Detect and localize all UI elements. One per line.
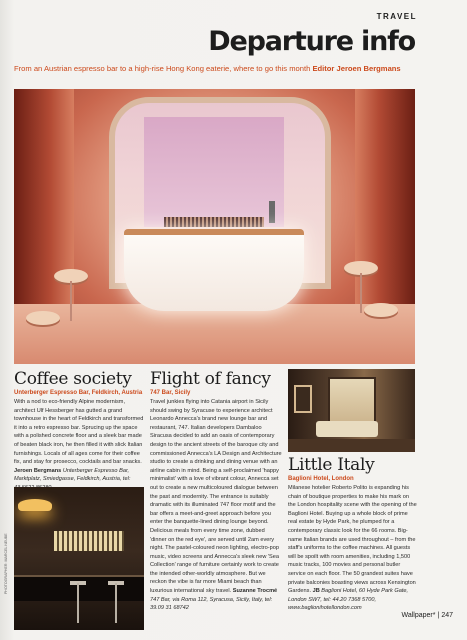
article-byline: Suzanne Trocmé <box>232 588 278 595</box>
hero-stool <box>26 311 60 325</box>
photo-credit: PHOTOGRAPHER: MARCEL NEUBE <box>4 533 8 594</box>
article-address: 747 Bar, via Roma 112, Syracusa, Sicily, Italy, tel: 39.09 31 68742 <box>150 596 273 612</box>
footer-separator: | <box>437 612 440 619</box>
hero-bar-counter <box>124 229 304 311</box>
cafe-lampshade <box>18 499 52 511</box>
article-address: Unterberger Espresso Bar, Marktplatz, Smiedgasse, Feldkirch, Austria, tel: <box>14 467 131 483</box>
article-kicker: 747 Bar, Sicily <box>150 390 191 396</box>
hero-stool-leg <box>70 281 72 321</box>
article-byline: JB <box>312 588 320 595</box>
hero-stool <box>364 303 398 317</box>
hero-bottle-shelf <box>164 217 264 227</box>
article-body: Travel junkies flying into Catania airport in Sicily should swing by Syracuse to experience architect Leonardo Annecca's brand new lounge bar and restaurant, 747. Italian developers Dambaloo Siracusa decided to add an oasis of contemporary design to the ancient streets of the baroque city and commissioned Annecca's LA Design and Architecture studio to create a drinking and dining venue with an airline cabin in mind. Being a self-proclaimed 'happy minimalist' with a love of vibrant colour, Annecca set out to create a new multicoloured dialogue between the past and modernity. The entrance is suitably dramatic with its illuminated 747 floor motif and the bar offers a meet-and-greet approach before you enter the banquette-lined dining lounge beyond. Delicious meals from every time zone, dubbed 'dinner on the red eye', are served until 2am every night. The pastel-coloured neon lighting, electro-pop music, video screens and Annecca's sleek new 'Sea Collection' range of furniture certainly work to create the intended other-worldly atmosphere. But we reckon the vibe is far more Miami beach than luxurious international sky travel. <box>150 399 282 595</box>
cafe-photo-unterberger <box>14 487 144 630</box>
page-title: Departure info <box>208 26 415 57</box>
magazine-name: Wallpaper* <box>401 612 436 619</box>
article-body: With a nod to eco-friendly Alpine modernism, architect Ulf Hessberger has gutted a grand townhouse in the heart of Feldkirch and transformed it into a retro espresso bar. Sprucing up the space with a polished concrete floor and a sleek bar made of beaten black iron, he then filled it with slick Italian furnishings. Locals of all ages come for their coffee fix, and stay for prosecco, cocktails and bar snacks. <box>14 399 144 466</box>
page-number: 247 <box>441 612 453 619</box>
standfirst <box>14 64 444 73</box>
hotel-sofa <box>316 421 378 437</box>
page-footer <box>402 612 454 619</box>
article-body-flight-of-fancy <box>150 398 282 613</box>
article-heading-little-italy: Little Italy <box>288 455 375 475</box>
section-label: TRAVEL <box>376 12 417 21</box>
hero-floor <box>14 304 415 364</box>
hotel-floor <box>288 439 415 452</box>
article-body: Milanese hotelier Roberto Polito is expanding his chain of boutique properties to make his mark on the London hospitality scene with the opening of the Baglioni Hotel. Buying up a whole block of prime real estate by Hyde Park, he plumped for a contemporary classic look for the 66 rooms. Big-name Italian brands are used throughout – from the staff's uniforms to the coffee machines. All guests will be spoilt with room amenities, including 1,500 music tracks, 100 movies and personal butler service on each floor. The 50 grandest suites have private balconies boasting views across Kensington Gardens. <box>288 485 417 595</box>
cafe-shelf <box>54 531 124 551</box>
article-heading-coffee-society: Coffee society <box>14 369 132 389</box>
cafe-counter <box>14 575 144 601</box>
article-body-little-italy <box>288 484 418 613</box>
standfirst-text: From an Austrian espresso bar to a high-rise Hong Kong eaterie, where to go this month <box>14 64 311 73</box>
hotel-picture-frame <box>294 385 312 413</box>
article-address: Baglioni Hotel, 60 Hyde Park Gate, London SW7, tel: 44.20 7368 5700, www.baglionihotellondon.com <box>288 588 409 612</box>
cafe-stool-leg <box>77 583 79 623</box>
cafe-stool-leg <box>115 583 117 623</box>
hero-stool-leg <box>360 273 362 313</box>
hero-tap <box>269 201 275 223</box>
editor-credit: Editor Jeroen Bergmans <box>312 64 401 73</box>
hotel-photo-baglioni <box>288 369 415 452</box>
hero-photo-747-bar <box>14 89 415 364</box>
hero-back-wall <box>144 117 284 227</box>
article-body-coffee-society <box>14 398 146 493</box>
article-kicker: Unterberger Espresso Bar, Feldkirch, Austria <box>14 390 143 396</box>
article-heading-flight-of-fancy: Flight of fancy <box>150 369 271 389</box>
article-byline: Jeroen Bergmans <box>14 467 62 474</box>
article-kicker: Baglioni Hotel, London <box>288 476 354 482</box>
